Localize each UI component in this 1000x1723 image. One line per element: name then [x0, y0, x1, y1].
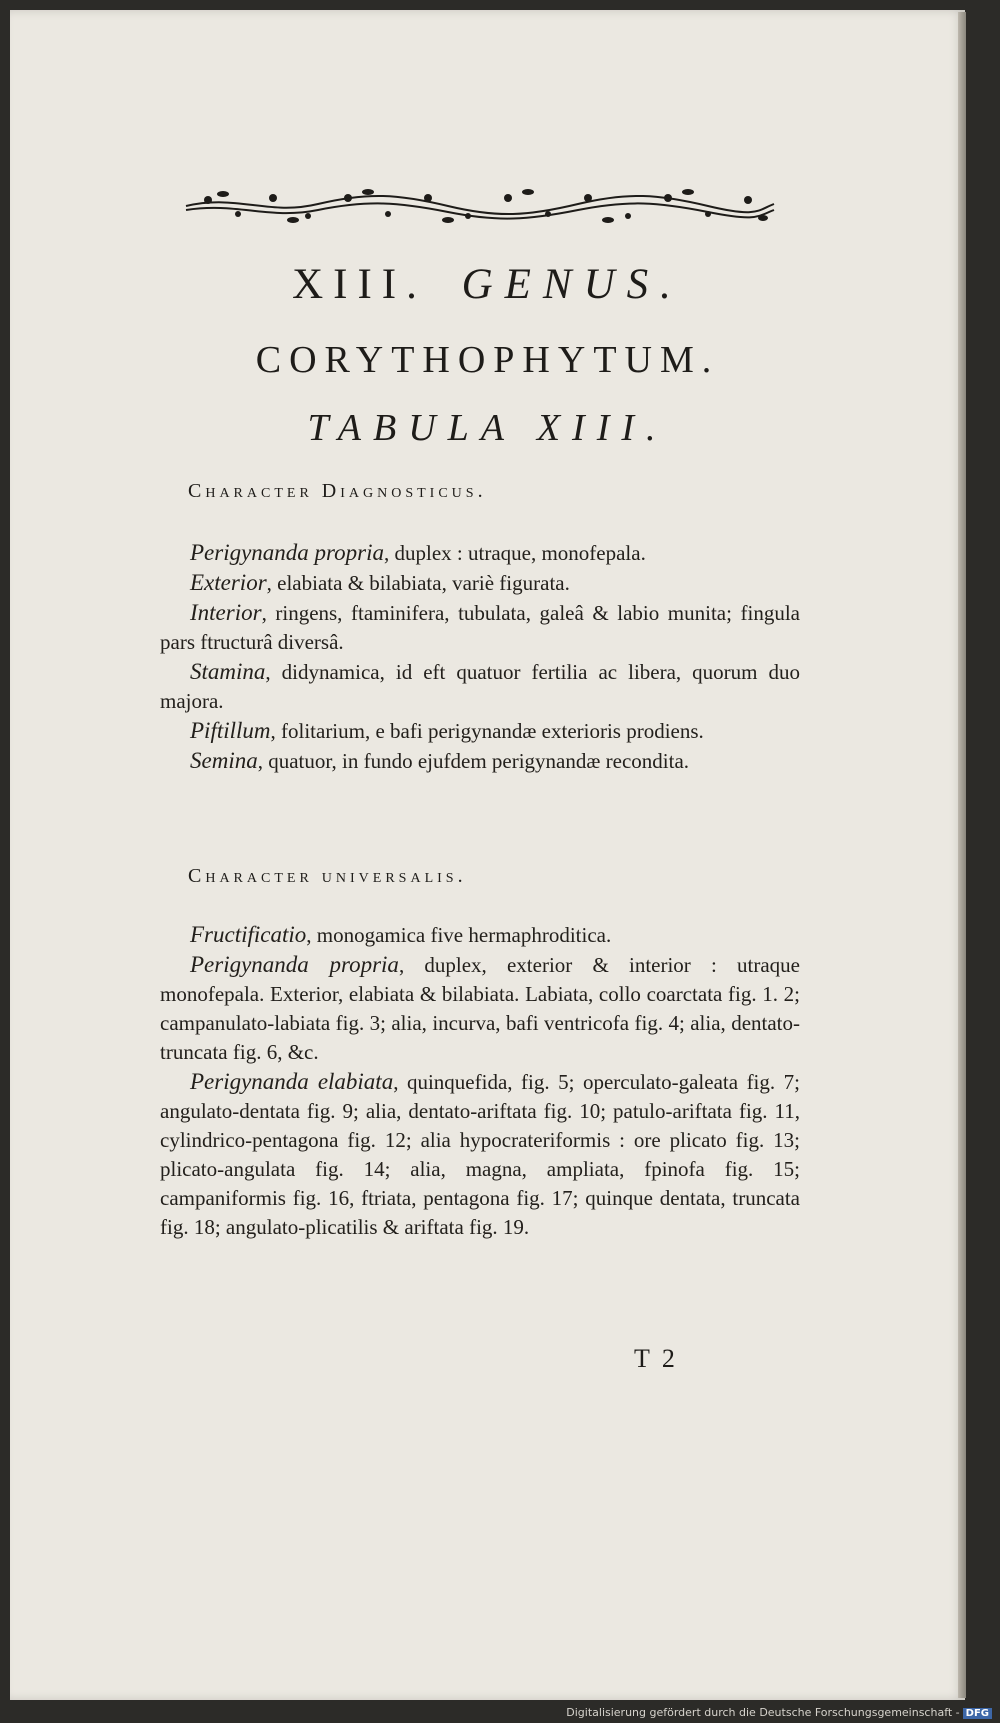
- paragraph: [160, 950, 800, 1067]
- paragraph-text: , didynamica, id eft quatuor fertilia ac libera, quorum duo majora.: [160, 660, 800, 713]
- footer-text: Digitalisierung gefördert durch die Deutsche Forschungsgemeinschaft -: [566, 1706, 960, 1719]
- vine-ornament: [178, 180, 780, 228]
- term: Perigynanda elabiata: [190, 1069, 394, 1094]
- paragraph: [160, 920, 800, 950]
- paragraph-text: , elabiata & bilabiata, variè figurata.: [266, 571, 570, 595]
- catchword: T 2: [634, 1344, 678, 1373]
- paragraph: [160, 598, 800, 657]
- paragraph-text: , folitarium, e bafi perigynandæ exterioris prodiens.: [270, 719, 704, 743]
- book-page: [10, 10, 965, 1700]
- paragraph-text: , monogamica five hermaphroditica.: [306, 923, 612, 947]
- digitization-footer: [566, 1706, 992, 1719]
- term: Exterior: [190, 570, 267, 595]
- term: Perigynanda propria: [190, 952, 399, 977]
- page-edge: [958, 12, 966, 1698]
- term: Semina: [190, 748, 258, 773]
- genus-name: CORYTHOPHYTUM.: [255, 339, 720, 381]
- diagnosticus-text: [160, 538, 800, 776]
- paragraph: [160, 657, 800, 716]
- paragraph-text: , duplex : utraque, monofepala.: [384, 541, 646, 565]
- paragraph: [160, 568, 800, 598]
- genus-title: [10, 260, 965, 309]
- genus-number: XIII.: [292, 261, 427, 308]
- paragraph: [160, 716, 800, 746]
- universalis-heading: Character universalis.: [188, 865, 467, 887]
- paragraph-text: , quinquefida, fig. 5; operculato-galeata fig. 7; angulato-dentata fig. 9; alia, dentato-ariftata fig. 10; patulo-ariftata fig. 11, cylindrico-pentagona fig. 12; alia hypocrateriformis : ore plicato fig. 13; plicato-angulata fig. 14; alia, magna, ampliata, fpinofa fig. 15; campaniformis fig. 16, ftriata, pentagona fig. 17; quinque dentata, truncata fig. 18; angulato-plicatilis & ariftata fig. 19.: [160, 1070, 800, 1239]
- paragraph: [160, 1067, 800, 1242]
- dfg-logo[interactable]: DFG: [963, 1708, 992, 1719]
- term: Perigynanda propria: [190, 540, 384, 565]
- diagnosticus-heading: Character Diagnosticus.: [188, 480, 487, 502]
- term: Interior: [190, 600, 262, 625]
- term: Fructificatio: [190, 922, 307, 947]
- paragraph-text: , quatuor, in fundo ejufdem perigynandæ recondita.: [257, 749, 690, 773]
- paragraph-text: , duplex, exterior & interior : utraque monofepala. Exterior, elabiata & bilabiata. Labiata, collo coarctata fig. 1. 2; campanulato-labiata fig. 3; alia, incurva, bafi ventricofa fig. 4; alia, dentato-truncata fig. 6, &c.: [160, 953, 800, 1064]
- term: Stamina: [190, 659, 266, 684]
- paragraph-text: , ringens, ftaminifera, tubulata, galeâ & labio munita; fingula pars ftructurâ diversâ.: [160, 601, 800, 654]
- genus-word: GENUS.: [461, 261, 683, 308]
- universalis-text: [160, 920, 800, 1242]
- paragraph: [160, 746, 800, 776]
- tabula-title: TABULA XIII.: [307, 407, 668, 449]
- term: Piftillum: [190, 718, 271, 743]
- paragraph: [160, 538, 800, 568]
